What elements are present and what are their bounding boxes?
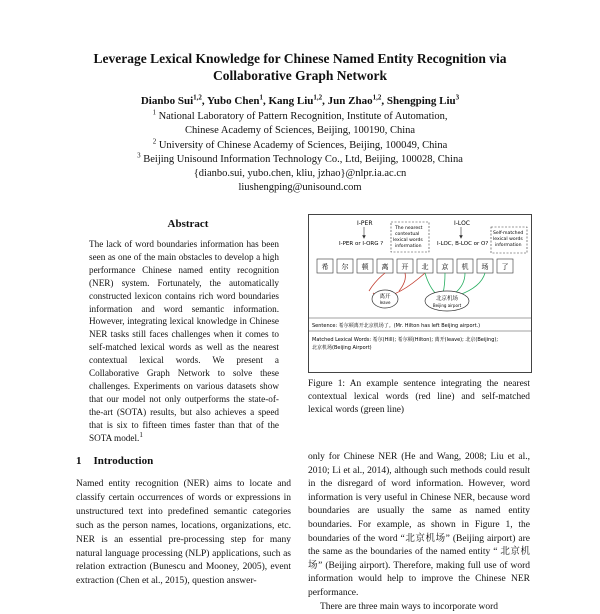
char-box — [417, 259, 433, 273]
self-line-3 — [455, 273, 465, 293]
abstract-body: The lack of word boundaries information has been seen as one of the main obstacles to develop a high performance Chinese named entity recognition (NER) system. Fortunately, the automatically constructed lexicon contains rich word boundaries information and word semantic information. However, integrating lexical knowledge in Chinese NER tasks still faces challenges when it comes to self-matched lexical words as well as the nearest contextual lexical words. We present a Collaborative Graph Network to solve these challenges. Experiments on various datasets show that our model not only outperforms the state-of-the-art (SOTA) results, but also achieves a speed that is six to fifteen times faster than that of the SOTA model.$^1$ — [89, 239, 279, 443]
svg-text:了: 了 — [501, 263, 509, 271]
abstract-heading: Abstract — [167, 218, 209, 230]
author-3: Kang Liu$^{1,2}$ — [268, 93, 323, 107]
nearest-box-text-2: contextual — [395, 232, 420, 237]
svg-text:尔: 尔 — [341, 263, 349, 271]
author-1: Dianbo Sui$^{1,2}$ — [140, 93, 202, 107]
char-box — [437, 259, 453, 273]
svg-text:机: 机 — [461, 263, 469, 271]
svg-text:京: 京 — [441, 263, 449, 271]
author-list: Dianbo Sui$^{1,2}$, Yubo Chen$^1$, Kang Liu$^{1,2}$, Jun Zhao$^{1,2}$, Shengping Liu$^3$ — [140, 93, 460, 107]
word-node-airport-sub: Beijing airport — [432, 303, 462, 308]
svg-text:场: 场 — [481, 263, 489, 271]
email-line-2: liushengping@unisound.com — [238, 182, 362, 194]
nearest-line-1 — [369, 273, 385, 291]
section-heading — [76, 455, 153, 467]
affiliations — [40, 110, 560, 196]
label-loc-top: I-LOC — [454, 220, 470, 227]
character-row — [317, 259, 513, 273]
svg-text:顿: 顿 — [361, 263, 369, 271]
figure-matched-line-1: Matched Lexical Words: 希尔(Hill); 希尔顿(Hilton); 离开(leave); 北京(Beijing); — [312, 337, 498, 343]
figure-1 — [308, 214, 532, 373]
word-node-leave-sub: leave — [379, 300, 391, 305]
affiliation-2: $^2$ University of Chinese Academy of Sciences, Beijing, 100049, China — [152, 137, 448, 151]
right-col-paragraph-1: only for Chinese NER (He and Wang, 2008; Liu et al., 2010; Li et al., 2014), although such methods could result in the disregard of word information. However, word information is very useful in Chinese NER, because word boundaries are usually the same as named entity boundaries. For example, as shown in Figure 1, the boundaries of the word “北京机场” (Beijing airport) are the same as the boundaries of the named entity “ 北京机场” (Beijing airport). Therefore, making full use of word information would help to improve the Chinese NER performance. — [308, 452, 530, 598]
figure-diagram — [309, 215, 531, 372]
right-column-text — [308, 451, 530, 614]
section-title: Introduction — [93, 455, 154, 467]
author-2: Yubo Chen$^1$ — [206, 93, 263, 107]
self-box-text-2: lexical words — [493, 237, 523, 242]
word-node-leave-label: 离开 — [379, 294, 391, 300]
right-col-paragraph-2: There are three main ways to incorporate word — [320, 601, 499, 612]
author-5: Shengping Liu$^3$ — [386, 93, 460, 107]
char-box — [357, 259, 373, 273]
intro-paragraph: Named entity recognition (NER) aims to locate and classify certain occurrences of words or expressions in unstructured text into predefined semantic categories such as the person names, locations, organizations, etc. NER is an essential pre-processing step for many natural language processing (NLP) applications, such as relation extraction (Bunescu and Mooney, 2005), event extraction (Chen et al., 2015), question answer- — [76, 479, 291, 587]
nearest-box-text-3: lexical words — [393, 238, 423, 243]
char-box — [477, 259, 493, 273]
label-per-top: I-PER — [357, 220, 373, 227]
label-per-bot: I-PER or I-ORG ? — [339, 241, 384, 247]
figure-matched-line-2: 北京机场(Beijing Airport) — [312, 345, 372, 351]
nearest-box-text-4: information — [395, 244, 422, 249]
paper-title — [40, 50, 560, 84]
char-box — [497, 259, 513, 273]
email-line-1: {dianbo.sui, yubo.chen, kliu, jzhao}@nlpr.ia.ac.cn — [193, 168, 407, 180]
affiliation-3: $^3$ Beijing Unisound Information Technology Co., Ltd, Beijing, 100028, China — [137, 151, 463, 165]
svg-text:开: 开 — [401, 263, 409, 271]
author-4: Jun Zhao$^{1,2}$ — [327, 93, 382, 107]
affiliation-1: $^1$ National Laboratory of Pattern Recognition, Institute of Automation, — [152, 108, 448, 122]
footnote-mark: 1 — [139, 430, 143, 439]
char-box — [397, 259, 413, 273]
self-box-text-3: information — [495, 243, 522, 248]
nearest-box-text-1: The nearest — [395, 226, 423, 231]
self-line-2 — [443, 273, 445, 293]
char-box — [337, 259, 353, 273]
label-loc-bot: I-LOC, B-LOC or O? — [437, 241, 489, 247]
self-line-1 — [425, 273, 437, 295]
section-number: 1 — [76, 455, 82, 467]
title-line-1: Leverage Lexical Knowledge for Chinese Named Entity Recognition via — [93, 51, 507, 66]
svg-text:希: 希 — [321, 263, 329, 271]
self-box-text-1: Self-matched — [493, 231, 524, 236]
char-box — [457, 259, 473, 273]
word-node-airport-label: 北京机场 — [435, 296, 459, 302]
title-line-2: Collaborative Graph Network — [213, 68, 387, 83]
figure-caption: Figure 1: An example sentence integrating the nearest contextual lexical words (red line) and self-matched lexical words (green line) — [308, 379, 530, 415]
char-box — [377, 259, 393, 273]
figure-sentence-line: Sentence: 希尔顿离开北京机场了。(Mr. Hilton has left Beijing airport.) — [312, 323, 481, 329]
affiliation-1-line-2: Chinese Academy of Sciences, Beijing, 100190, China — [184, 125, 416, 137]
svg-text:离: 离 — [381, 263, 389, 271]
char-box — [317, 259, 333, 273]
svg-text:北: 北 — [421, 263, 429, 271]
